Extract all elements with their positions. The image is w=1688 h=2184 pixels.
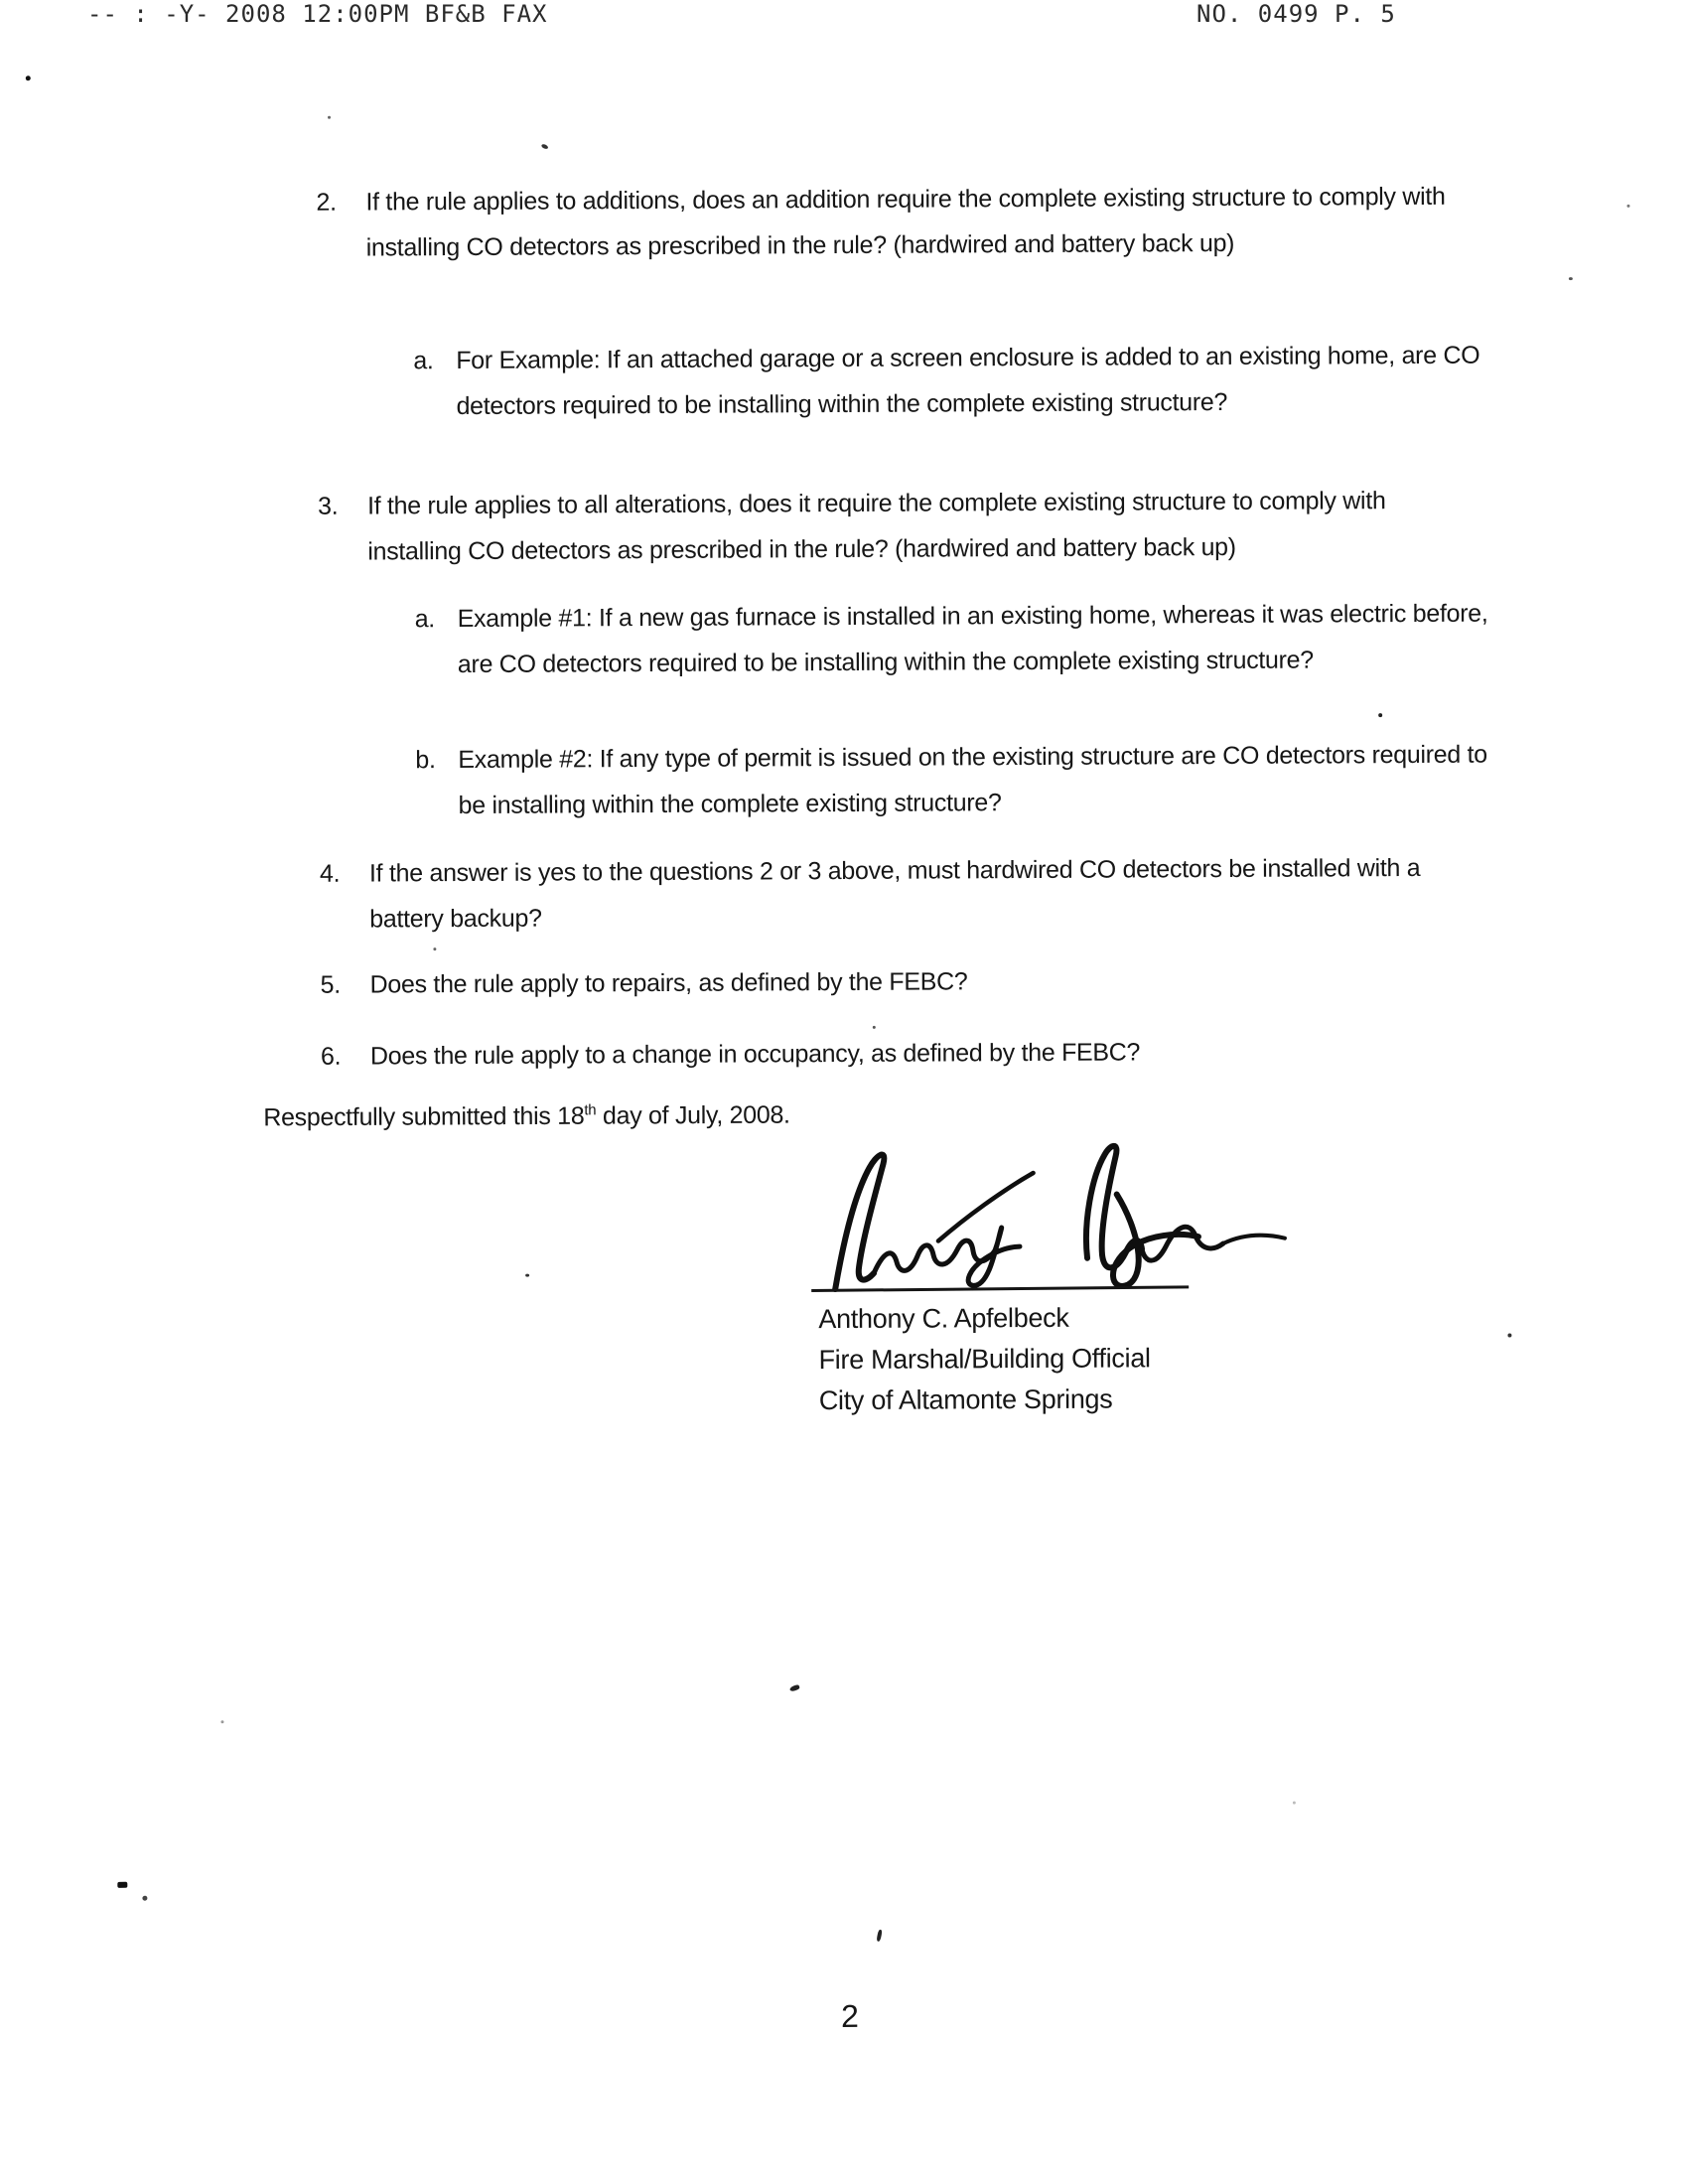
sub-item-3a-text: Example #1: If a new gas furnace is installed in an existing home, whereas it was electric before, are CO detectors required to be installing within the complete existing structure? [457,599,1488,679]
signatory-title: Fire Marshal/Building Official [818,1343,1151,1376]
sub-item-3a-label: a. [414,605,435,634]
fax-header-left-text: -- : -Y- 2008 12:00PM BF&B FAX [87,0,548,28]
page-number: 2 [841,1997,860,2035]
signatory-name: Anthony C. Apfelbeck [818,1302,1069,1335]
fax-header-right-text: NO. 0499 P. 5 [1196,0,1396,28]
list-item-3-text: If the rule applies to all alterations, does it require the complete existing structure to comply with installing CO detectors as prescribed in the rule? (hardwired and battery back up) [366,487,1386,566]
scan-speck [328,116,331,119]
list-item-5-number: 5. [320,970,341,999]
sub-item-2a-text: For Example: If an attached garage or a screen enclosure is added to an existing home, are CO detectors required to be installing within the complete existing structure? [456,341,1480,421]
list-item-4-number: 4. [319,859,341,888]
sub-item-3b-label: b. [415,746,436,775]
scan-speck [220,1720,223,1723]
scan-speck [26,75,31,80]
scan-speck [117,1882,127,1888]
list-item-5-text: Does the rule apply to repairs, as defined by the FEBC? [369,967,968,999]
closing-line-post: day of July, 2008. [596,1100,790,1130]
scan-speck [789,1684,800,1692]
list-item-3-number: 3. [317,492,339,520]
list-item-2-text: If the rule applies to additions, does an addition require the complete existing structure to comply with installing CO detectors as prescribed in the rule? (hardwired and battery back up) [365,182,1446,262]
scan-speck [1569,277,1573,280]
sub-item-3b-text: Example #2: If any type of permit is issued on the existing structure are CO detectors required to be installing within the complete existing structure? [458,740,1487,820]
list-item-2-number: 2. [316,188,337,217]
scan-speck [142,1896,147,1901]
scan-speck [1378,713,1382,717]
list-item-4-text: If the answer is yes to the questions 2 or 3 above, must hardwired CO detectors be installed with a battery backup? [368,853,1421,934]
scan-speck [873,1026,876,1029]
scan-speck [876,1930,882,1943]
scan-speck [433,947,436,950]
list-item-6-text: Does the rule apply to a change in occupancy, as defined by the FEBC? [369,1038,1141,1071]
scan-speck [1507,1333,1511,1337]
closing-line-ordinal: th [584,1101,597,1119]
scan-speck [1626,205,1629,208]
sub-item-2a-label: a. [413,347,434,375]
scan-speck [525,1274,529,1277]
signature-scrawl [790,1136,1288,1298]
scan-speck [1293,1802,1296,1805]
signatory-block [818,1297,1151,1421]
signatory-org: City of Altamonte Springs [818,1383,1113,1416]
list-item-6-number: 6. [320,1042,342,1071]
scan-speck [541,143,549,150]
closing-line-pre: Respectfully submitted this 18 [263,1101,585,1132]
closing-line [263,1100,790,1132]
